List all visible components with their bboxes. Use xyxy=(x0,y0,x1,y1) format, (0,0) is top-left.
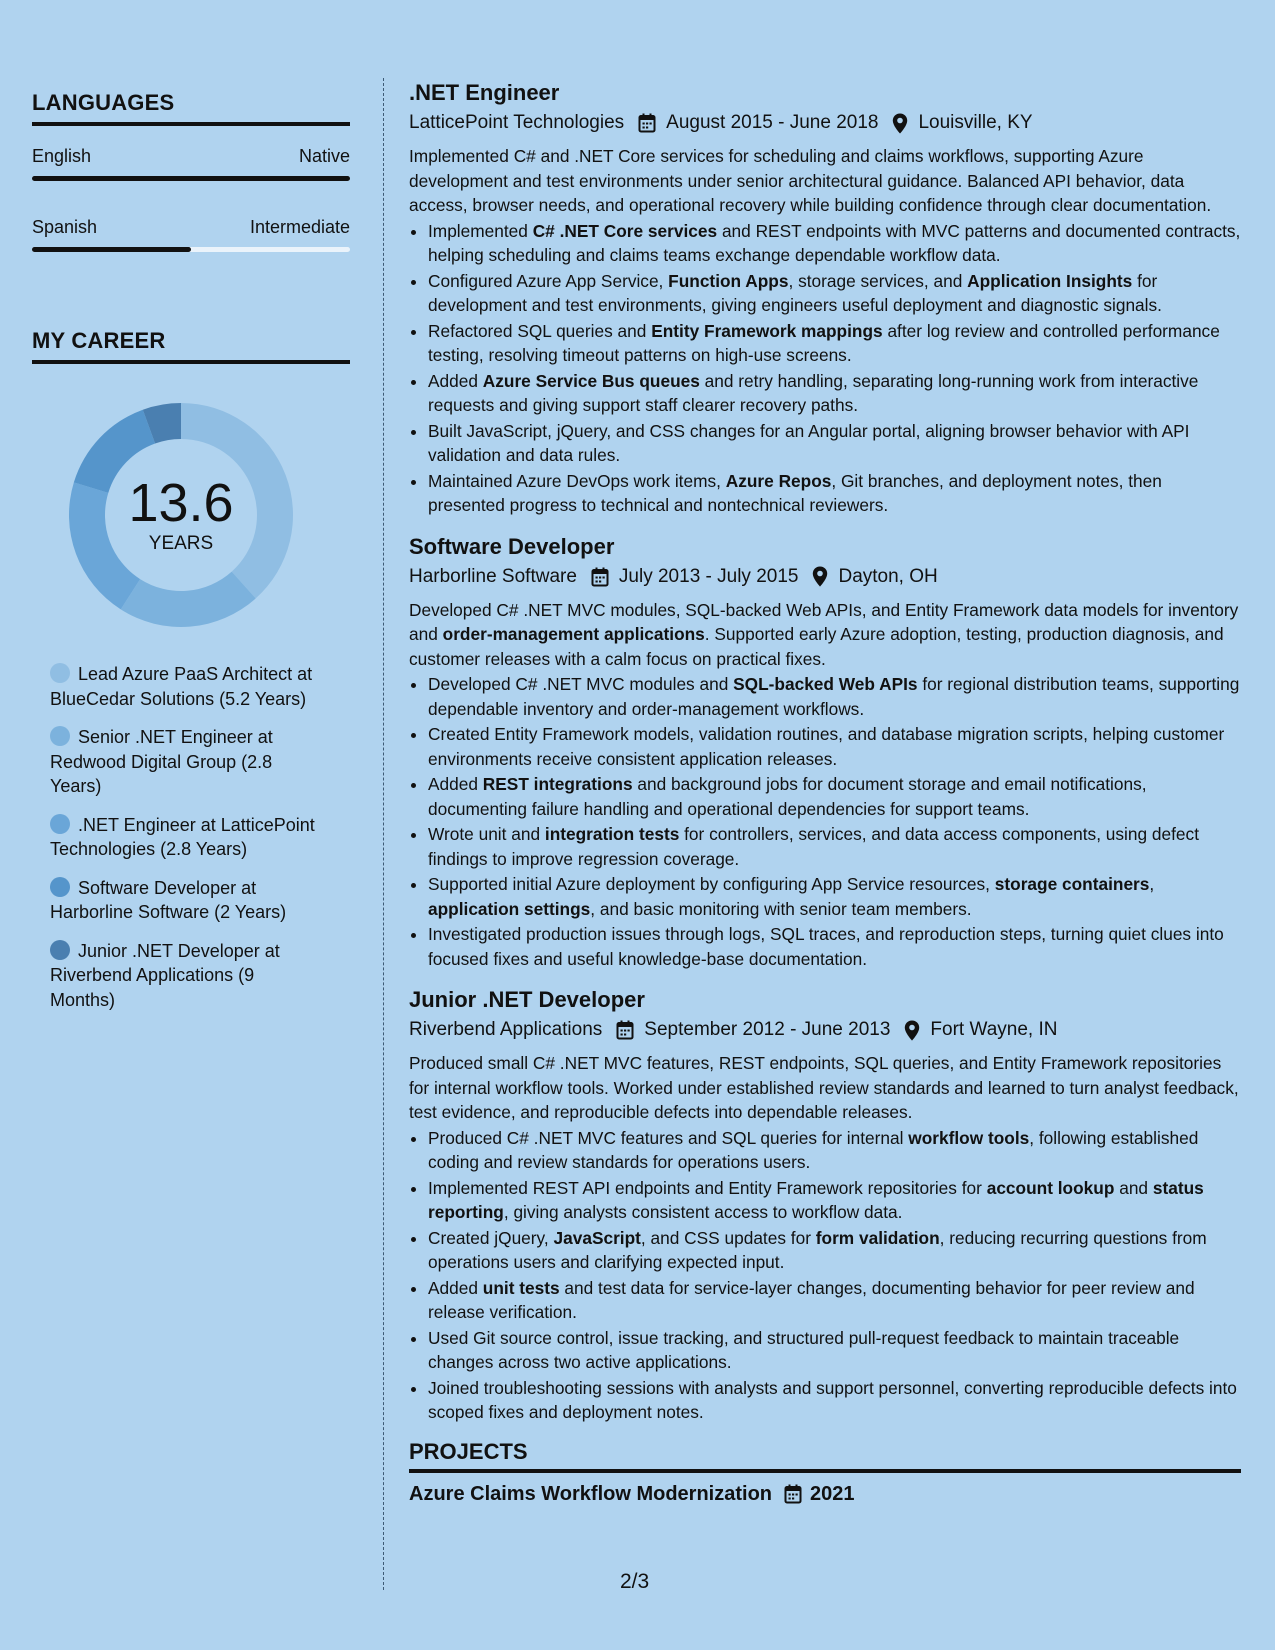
job-bullets xyxy=(409,1126,1241,1425)
job-dates: July 2013 - July 2015 xyxy=(618,565,799,587)
job-bullet xyxy=(428,469,1241,518)
career-legend-item xyxy=(50,876,320,925)
bold-keyword: JavaScript xyxy=(553,1227,641,1248)
job-location: Dayton, OH xyxy=(838,565,938,587)
bold-keyword: workflow tools xyxy=(908,1127,1030,1148)
bold-keyword: status reporting xyxy=(428,1177,1204,1222)
job-bullet xyxy=(428,419,1241,468)
job-dates: August 2015 - June 2018 xyxy=(666,112,879,133)
job-bullets xyxy=(409,219,1241,518)
text-run: Created Entity Framework models, validation routines, and database migration scripts, helping customer environments receive consistent application releases. xyxy=(428,724,1225,769)
bold-keyword: Azure Service Bus queues xyxy=(482,370,700,391)
bold-keyword: Azure Repos xyxy=(725,470,832,491)
legend-dot xyxy=(50,877,70,897)
job-location: Fort Wayne, IN xyxy=(930,1019,1058,1040)
bold-keyword: account lookup xyxy=(986,1177,1115,1198)
job-bullet xyxy=(428,269,1241,318)
legend-label: Senior .NET Engineer at Redwood Digital Group (2.8 Years) xyxy=(50,727,273,796)
language-row xyxy=(32,146,350,167)
text-run: Refactored SQL queries and xyxy=(428,320,652,341)
text-run: Added xyxy=(428,1277,483,1298)
language-proficiency-fill xyxy=(32,247,191,252)
job-title: Junior .NET Developer xyxy=(409,987,645,1012)
sidebar xyxy=(32,90,350,1026)
bold-keyword: unit tests xyxy=(482,1277,560,1298)
career-heading: MY CAREER xyxy=(32,328,350,364)
text-run: Added xyxy=(428,774,483,794)
job-bullet xyxy=(428,1276,1241,1325)
text-run: after log review and controlled performance testing, resolving timeout patterns on high-use screens. xyxy=(428,320,1220,365)
job-summary: Implemented C# and .NET Core services for scheduling and claims workflows, supporting Azure development and test environments under senior architectural guidance. Balanced API behavior, data access, browser needs, and operational recovery while building confidence through clear documentation. xyxy=(409,146,1212,215)
bold-keyword: Function Apps xyxy=(668,270,789,291)
map-pin-icon xyxy=(892,113,908,134)
text-run: Supported initial Azure deployment by configuring App Service resources, xyxy=(428,874,995,894)
language-list xyxy=(32,146,350,252)
experience-list xyxy=(409,78,1241,1425)
text-run: , storage services, and xyxy=(788,270,968,291)
legend-label: Lead Azure PaaS Architect at BlueCedar Solutions (5.2 Years) xyxy=(50,664,313,709)
text-run: , reducing recurring questions from operations users and clarifying expected input. xyxy=(428,1227,1207,1272)
text-run: . Supported early Azure adoption, testing, production diagnosis, and customer releases with a calm focus on practical fixes. xyxy=(409,624,1224,669)
career-legend-item xyxy=(50,725,320,799)
language-proficiency-fill xyxy=(32,176,350,181)
legend-label: .NET Engineer at LatticePoint Technologies (2.8 Years) xyxy=(50,814,315,859)
legend-dot xyxy=(50,814,70,834)
job-bullet xyxy=(428,722,1241,771)
job-bullet xyxy=(428,772,1241,821)
project-year: 2021 xyxy=(810,1482,855,1505)
job-entry xyxy=(409,78,1241,518)
company-name: Harborline Software xyxy=(409,565,577,587)
column-divider xyxy=(383,78,384,1590)
text-run: Implemented xyxy=(428,220,533,241)
language-level: Intermediate xyxy=(249,217,350,237)
job-summary xyxy=(409,598,1241,672)
main-content xyxy=(409,78,1241,1506)
company-name: Riverbend Applications xyxy=(409,1019,603,1040)
bold-keyword: order-management applications xyxy=(442,624,705,644)
calendar-icon xyxy=(591,567,609,587)
language-proficiency-bar xyxy=(32,247,350,252)
bold-keyword: REST integrations xyxy=(482,774,633,794)
projects-heading: PROJECTS xyxy=(409,1439,1241,1473)
job-bullet xyxy=(428,922,1241,971)
text-run: and xyxy=(1114,1177,1153,1198)
legend-dot xyxy=(50,663,70,683)
legend-dot xyxy=(50,726,70,746)
bold-keyword: form validation xyxy=(815,1227,940,1248)
calendar-icon xyxy=(616,1020,634,1040)
languages-heading: LANGUAGES xyxy=(32,90,350,126)
calendar-icon xyxy=(784,1484,802,1504)
legend-label: Junior .NET Developer at Riverbend Applications (9 Months) xyxy=(50,940,280,1010)
text-run: and retry handling, separating long-running work from interactive requests and giving support staff clearer recovery paths. xyxy=(428,370,1199,415)
map-pin-icon xyxy=(904,1020,920,1041)
bold-keyword: SQL-backed Web APIs xyxy=(733,674,918,694)
text-run: Investigated production issues through logs, SQL traces, and reproduction steps, turning quiet clues into focused fixes and useful knowledge-base documentation. xyxy=(428,924,1224,969)
donut-center xyxy=(66,400,296,630)
job-meta xyxy=(409,562,1241,592)
bold-keyword: storage containers xyxy=(994,874,1150,894)
text-run: , xyxy=(1149,874,1155,894)
text-run: Built JavaScript, jQuery, and CSS changes for an Angular portal, aligning browser behavior with API validation and data rules. xyxy=(428,420,1190,465)
job-meta xyxy=(409,108,1241,138)
map-pin-icon xyxy=(812,566,828,587)
total-years-value: 13.6 xyxy=(128,473,234,533)
job-bullet xyxy=(428,822,1241,871)
legend-dot xyxy=(50,940,70,960)
career-legend-item xyxy=(50,662,320,711)
text-run: Maintained Azure DevOps work items, xyxy=(428,470,726,491)
job-title: .NET Engineer xyxy=(409,80,560,105)
language-name: English xyxy=(32,146,92,166)
job-bullet xyxy=(428,672,1241,721)
text-run: , Git branches, and deployment notes, then presented progress to technical and nontechnical reviewers. xyxy=(428,470,1162,515)
job-meta xyxy=(409,1015,1241,1045)
text-run: for regional distribution teams, supporting dependable inventory and order-management workflows. xyxy=(428,674,1240,719)
language-row xyxy=(32,217,350,238)
text-run: and test data for service-layer changes, documenting behavior for peer review and release verification. xyxy=(428,1277,1195,1322)
text-run: , giving analysts consistent access to workflow data. xyxy=(503,1202,903,1222)
language-proficiency-bar xyxy=(32,176,350,181)
job-bullet xyxy=(428,872,1241,921)
job-entry xyxy=(409,532,1241,972)
bold-keyword: Entity Framework mappings xyxy=(651,320,883,341)
career-legend xyxy=(50,662,320,1012)
job-bullet xyxy=(428,1176,1241,1225)
job-bullets xyxy=(409,672,1241,971)
text-run: Produced C# .NET MVC features and SQL queries for internal xyxy=(428,1127,909,1148)
bold-keyword: application settings xyxy=(428,898,591,919)
text-run: Created jQuery, xyxy=(428,1227,554,1248)
job-bullet xyxy=(428,1376,1241,1425)
job-summary: Produced small C# .NET MVC features, REST endpoints, SQL queries, and Entity Framework repositories for internal workflow tools. Worked under established review standards and learned to turn analyst feedback, test evidence, and reproducible defects into dependable releases. xyxy=(409,1053,1239,1122)
text-run: , following established coding and review standards for operations users. xyxy=(428,1127,1199,1172)
job-entry xyxy=(409,985,1241,1425)
career-legend-item xyxy=(50,813,320,862)
bold-keyword: Application Insights xyxy=(967,270,1133,291)
company-name: LatticePoint Technologies xyxy=(409,112,625,133)
text-run: Wrote unit and xyxy=(428,824,545,844)
job-bullet xyxy=(428,1326,1241,1375)
text-run: and REST endpoints with MVC patterns and documented contracts, helping scheduling and claims teams exchange dependable workflow data. xyxy=(428,220,1241,265)
language-name: Spanish xyxy=(32,217,98,237)
text-run: , and CSS updates for xyxy=(640,1227,816,1248)
job-location: Louisville, KY xyxy=(918,112,1033,133)
total-years-label: YEARS xyxy=(148,533,214,554)
text-run: Configured Azure App Service, xyxy=(428,270,669,291)
legend-label: Software Developer at Harborline Software (2 Years) xyxy=(50,877,287,922)
text-run: and background jobs for document storage and email notifications, documenting failure handling and operational dependencies for support teams. xyxy=(428,774,1147,819)
language-level: Native xyxy=(298,146,350,166)
text-run: for development and test environments, giving engineers useful deployment and diagnostic signals. xyxy=(428,270,1162,315)
job-dates: September 2012 - June 2013 xyxy=(644,1019,891,1040)
text-run: Joined troubleshooting sessions with analysts and support personnel, converting reproducible defects into scoped fixes and deployment notes. xyxy=(428,1377,1237,1422)
text-run: Developed C# .NET MVC modules and xyxy=(428,674,734,694)
career-donut-chart xyxy=(32,400,350,640)
calendar-icon xyxy=(638,113,656,133)
bold-keyword: C# .NET Core services xyxy=(532,220,718,241)
project-list xyxy=(409,1483,1241,1506)
text-run: Developed C# .NET MVC modules, SQL-backed Web APIs, and Entity Framework data models for inventory and xyxy=(409,599,1239,644)
text-run: Added xyxy=(428,370,483,391)
job-bullet xyxy=(428,1226,1241,1275)
text-run: Used Git source control, issue tracking, and structured pull-request feedback to maintain traceable changes across two active applications. xyxy=(428,1327,1180,1372)
job-title: Software Developer xyxy=(409,533,615,559)
project-name: Azure Claims Workflow Modernization xyxy=(409,1482,772,1505)
text-run: Implemented REST API endpoints and Entity Framework repositories for xyxy=(428,1177,987,1198)
page-number: 2/3 xyxy=(620,1570,650,1593)
bold-keyword: integration tests xyxy=(544,824,680,844)
text-run: , and basic monitoring with senior team members. xyxy=(590,898,972,919)
job-bullet xyxy=(428,1126,1241,1175)
projects-section xyxy=(409,1439,1241,1506)
career-legend-item xyxy=(50,939,320,1013)
job-bullet xyxy=(428,319,1241,368)
job-bullet xyxy=(428,219,1241,268)
project-row xyxy=(409,1483,1241,1506)
text-run: for controllers, services, and data access components, using defect findings to improve regression coverage. xyxy=(428,824,1199,869)
job-bullet xyxy=(428,369,1241,418)
